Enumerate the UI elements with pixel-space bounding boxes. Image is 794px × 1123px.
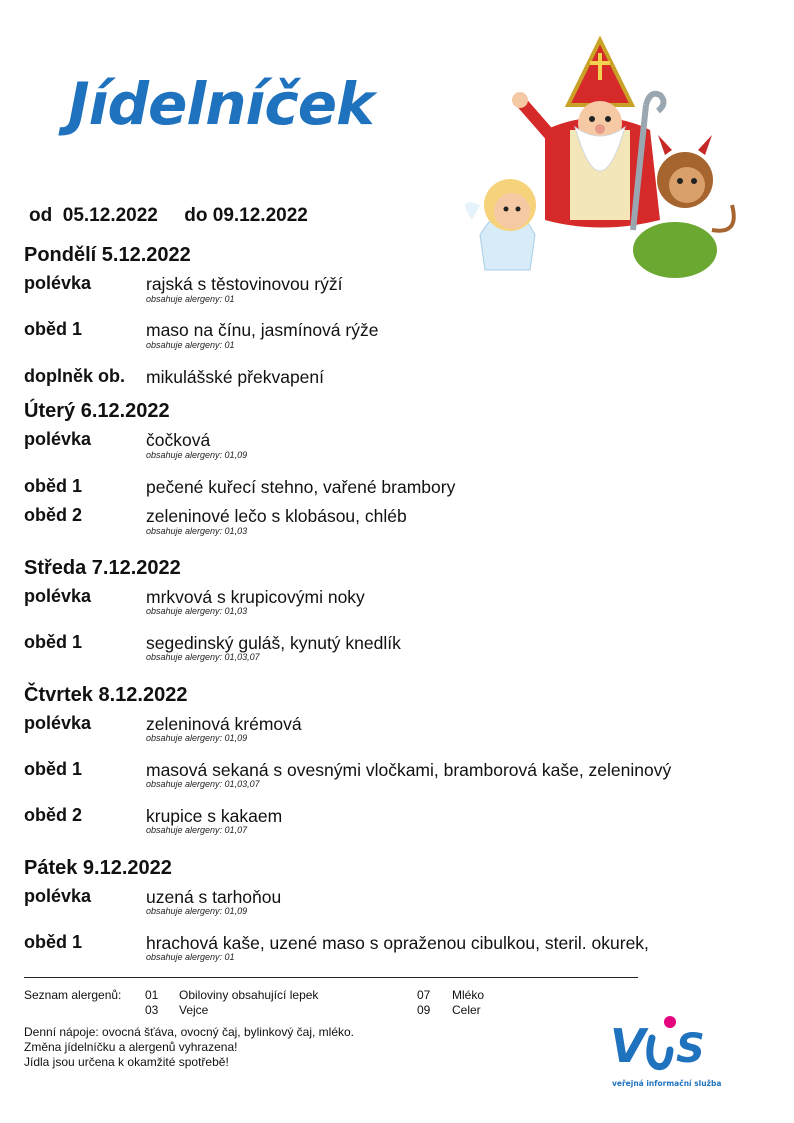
allergen-name: Celer xyxy=(452,1003,481,1017)
allergen-note: obsahuje alergeny: 01,03 xyxy=(146,526,248,536)
dish-name: zeleninové lečo s klobásou, chléb xyxy=(146,506,407,526)
consumption-notice: Jídla jsou určena k okamžité spotřebě! xyxy=(24,1055,229,1069)
svg-text:S: S xyxy=(676,1026,705,1072)
drinks-note: Denní nápoje: ovocná šťáva, ovocný čaj, bylinkový čaj, mléko. xyxy=(24,1025,355,1039)
change-notice: Změna jídelníčku a alergenů vyhrazena! xyxy=(24,1040,238,1054)
allergen-note: obsahuje alergeny: 01 xyxy=(146,952,235,962)
day-heading: Úterý 6.12.2022 xyxy=(24,400,170,422)
dish-name: zeleninová krémová xyxy=(146,714,302,734)
allergen-note: obsahuje alergeny: 01,09 xyxy=(146,906,248,916)
meal-label: polévka xyxy=(24,713,92,733)
day-heading: Pátek 9.12.2022 xyxy=(24,857,172,879)
dish-name: mrkvová s krupicovými noky xyxy=(146,587,365,607)
meal-label: oběd 1 xyxy=(24,319,83,339)
dish-name: masová sekaná s ovesnými vločkami, bramborová kaše, zeleninový xyxy=(146,760,672,780)
vis-logo xyxy=(606,1010,726,1090)
allergen-note: obsahuje alergeny: 01,03 xyxy=(146,606,248,616)
allergen-list-label: Seznam alergenů: xyxy=(24,988,122,1002)
dish-name: krupice s kakaem xyxy=(146,806,283,826)
allergen-name: Mléko xyxy=(452,988,485,1002)
dish-name: uzená s tarhoňou xyxy=(146,887,282,907)
allergen-name: Vejce xyxy=(179,1003,209,1017)
dish-name: rajská s těstovinovou rýží xyxy=(146,274,343,294)
footer-divider xyxy=(24,977,638,978)
day-heading: Čtvrtek 8.12.2022 xyxy=(24,684,188,706)
meal-label: oběd 2 xyxy=(24,805,83,825)
date-range: od 05.12.2022 do 09.12.2022 xyxy=(29,205,308,226)
meal-label: oběd 1 xyxy=(24,476,83,496)
allergen-code: 07 xyxy=(417,988,431,1002)
meal-label: oběd 1 xyxy=(24,932,83,952)
allergen-note: obsahuje alergeny: 01,07 xyxy=(146,825,248,835)
dish-name: segedinský guláš, kynutý knedlík xyxy=(146,633,401,653)
allergen-note: obsahuje alergeny: 01,03,07 xyxy=(146,652,260,662)
day-heading: Středa 7.12.2022 xyxy=(24,557,181,579)
allergen-note: obsahuje alergeny: 01,03,07 xyxy=(146,779,260,789)
day-heading: Pondělí 5.12.2022 xyxy=(24,244,191,266)
allergen-note: obsahuje alergeny: 01 xyxy=(146,340,235,350)
allergen-code: 09 xyxy=(417,1003,431,1017)
dish-name: hrachová kaše, uzené maso s opraženou cibulkou, steril. okurek, xyxy=(146,933,649,953)
dish-name: mikulášské překvapení xyxy=(146,367,324,387)
allergen-name: Obiloviny obsahující lepek xyxy=(179,988,319,1002)
meal-label: polévka xyxy=(24,586,92,606)
dish-name: maso na čínu, jasmínová rýže xyxy=(146,320,379,340)
page-title: Jídelníček xyxy=(68,70,374,138)
allergen-note: obsahuje alergeny: 01,09 xyxy=(146,733,248,743)
meal-label: oběd 1 xyxy=(24,632,83,652)
meal-label: oběd 2 xyxy=(24,505,83,525)
saint-nicholas-illustration xyxy=(450,35,750,285)
meal-label: polévka xyxy=(24,429,92,449)
svg-text:V: V xyxy=(610,1019,646,1073)
allergen-code: 01 xyxy=(145,988,159,1002)
meal-label: oběd 1 xyxy=(24,759,83,779)
meal-label: doplněk ob. xyxy=(24,366,125,386)
dish-name: čočková xyxy=(146,430,211,450)
meal-label: polévka xyxy=(24,886,92,906)
meal-label: polévka xyxy=(24,273,92,293)
dish-name: pečené kuřecí stehno, vařené brambory xyxy=(146,477,456,497)
allergen-note: obsahuje alergeny: 01,09 xyxy=(146,450,248,460)
allergen-note: obsahuje alergeny: 01 xyxy=(146,294,235,304)
logo-tagline: veřejná informační služba xyxy=(612,1079,722,1088)
allergen-code: 03 xyxy=(145,1003,159,1017)
